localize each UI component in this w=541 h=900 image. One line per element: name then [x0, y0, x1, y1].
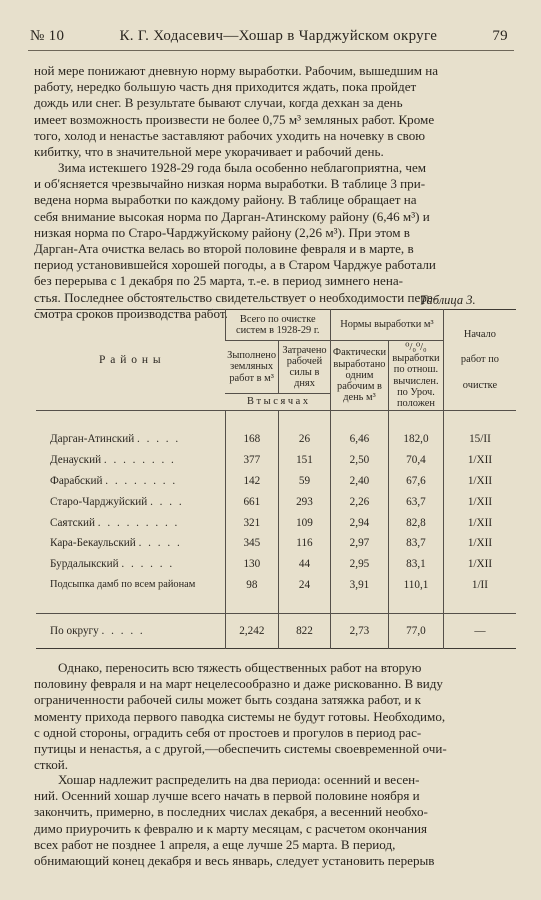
cell-rayon: Кара-Бекаульский . . . . .	[50, 537, 182, 550]
cell-start: 1/XII	[443, 512, 516, 533]
cell-norm: 2,50	[330, 450, 388, 471]
cell-volume: 661	[225, 491, 278, 512]
text-line: Зима истекшего 1928-29 года была особенно неблагоприятна, чем	[58, 160, 427, 175]
cell-volume: 377	[225, 450, 278, 471]
cell-start: 1/II	[443, 575, 516, 596]
cell-days: 293	[279, 491, 331, 512]
cell-percent: 67,6	[389, 471, 444, 492]
header-volume: Зыполнено земляных работ в м³	[227, 350, 277, 384]
text-line: сткой.	[34, 757, 69, 773]
text-line: ной мере понижают дневную норму выработки. Рабочим, вышедшим на	[34, 63, 439, 78]
paragraph-1	[34, 63, 516, 160]
cell-start: 1/XII	[443, 533, 516, 554]
text-line: без перерыва с 1 декабря по 25 марта, т.-е. в период зимнего нена-	[34, 273, 404, 289]
header-start: Начало работ по очистке	[443, 310, 516, 411]
cell-days: 24	[279, 575, 331, 596]
header-rule	[28, 50, 514, 51]
cell-volume: 321	[225, 512, 278, 533]
cell-days: 822	[279, 614, 331, 649]
cell-norm: 2,95	[330, 554, 388, 575]
cell-percent: 83,7	[389, 533, 444, 554]
cell-rayon: Дарган-Атинский . . . . .	[50, 433, 181, 446]
cell-start: 1/XII	[443, 491, 516, 512]
text-line: половину февраля и на март нецелесообразно и даже рискованно. В виду	[34, 676, 443, 692]
paragraph-3	[34, 660, 516, 773]
text-line: обнимающий конец декабря и весь январь, следует установить перерыв	[34, 853, 435, 869]
text-line: работу, нередко большую часть дня приходится ждать, пока пройдет	[34, 79, 417, 95]
data-table	[36, 309, 516, 649]
cell-percent: 77,0	[389, 614, 444, 649]
total-name: По округу . . . . .	[36, 614, 225, 649]
cell-days: 59	[279, 471, 331, 492]
table-row	[36, 512, 516, 533]
cell-start: —	[443, 614, 516, 649]
table-row	[36, 471, 516, 492]
text-line: путицы и ненастья, а с другой,—обеспечить системы своевременной очи-	[34, 741, 447, 757]
cell-percent: 82,8	[389, 512, 444, 533]
header-group-norms: Нормы выработки м³	[330, 310, 443, 341]
cell-norm: 2,73	[330, 614, 388, 649]
cell-volume: 142	[225, 471, 278, 492]
cell-percent: 70,4	[389, 450, 444, 471]
cell-rayon: Саятский . . . . . . . . .	[50, 516, 180, 529]
cell-percent: 63,7	[389, 491, 444, 512]
text-line: ведена норма выработки по каждому району. В таблице обращает на	[34, 192, 417, 208]
cell-norm: 2,94	[330, 512, 388, 533]
table-row	[36, 491, 516, 512]
cell-norm: 3,91	[330, 575, 388, 596]
cell-volume: 168	[225, 429, 278, 450]
cell-norm: 2,26	[330, 491, 388, 512]
text-line: ний. Осенний хошар лучше всего начать в первой половине ноября и	[34, 788, 420, 804]
header-percent: ⁰/₀⁰/₀ выработки по отнош. вычислен. по Уроч. положен	[389, 341, 444, 411]
running-title: К. Г. Ходасевич—Хошар в Чарджуйском округе	[119, 28, 438, 44]
header-unit: В т ы с я ч а х	[225, 394, 330, 411]
text-line: с одной стороны, оградить себя от простоев и прогулов в период рас-	[34, 724, 422, 740]
cell-start: 1/XII	[443, 450, 516, 471]
cell-volume: 98	[225, 575, 278, 596]
text-line: имеет возможность произвести не более 0,75 м³ земляных работ. Кроме	[34, 111, 435, 127]
paragraph-4	[34, 772, 516, 869]
cell-rayon: Подсыпка дамб по всем районам	[50, 578, 196, 590]
cell-norm: 2,40	[330, 471, 388, 492]
text-line: Хошар надлежит распределить на два периода: осенний и весен-	[58, 772, 420, 787]
page-number: 79	[492, 28, 508, 44]
cell-days: 26	[279, 429, 331, 450]
running-header	[30, 28, 508, 45]
text-line: период установившейся хорошей погоды, а в Старом Чарджуе работали	[34, 257, 436, 273]
text-line: димо приурочить к февралю и к марту месяцам, с расчетом окончания	[34, 820, 427, 836]
cell-rayon: Бурдалыкский . . . . . .	[50, 558, 175, 571]
table-row	[36, 450, 516, 471]
text-line: Однако, переносить всю тяжесть общественных работ на вторую	[58, 660, 422, 675]
table-row	[36, 554, 516, 575]
issue-number: № 10	[30, 28, 65, 44]
cell-rayon: Фарабский . . . . . . . .	[50, 474, 178, 487]
cell-rayon: Денауский . . . . . . . .	[50, 454, 176, 467]
text-line: моменту прихода первого паводка системы не будут готовы. Необходимо,	[34, 708, 446, 724]
text-line: Дарган-Ата очистка велась во второй половине февраля и в марте, в	[34, 241, 414, 257]
cell-start: 1/XII	[443, 471, 516, 492]
table-row	[36, 533, 516, 554]
cell-start: 1/XII	[443, 554, 516, 575]
cell-volume: 2,242	[225, 614, 278, 649]
text-line: дождь или снег. В результате бывают случаи, когда дехкан за день	[34, 95, 403, 111]
header-group-total: Всего по очистке систем в 1928-29 г.	[225, 310, 330, 341]
text-line: кибитку, что в значительной мере укорачивает и рабочий день.	[34, 144, 384, 160]
table-row	[36, 575, 516, 596]
cell-start: 15/II	[443, 429, 516, 450]
cell-days: 109	[279, 512, 331, 533]
table-caption: Таблица 3.	[420, 293, 476, 307]
text-line: всех работ не позднее 1 апреля, а еще лучше 25 марта. В период,	[34, 836, 396, 852]
text-line: того, холод и ненастье заставляют рабочих уходить на ночевку в свою	[34, 127, 426, 143]
cell-percent: 83,1	[389, 554, 444, 575]
text-line: смотра сроков производства работ.	[34, 305, 228, 321]
cell-volume: 130	[225, 554, 278, 575]
cell-days: 151	[279, 450, 331, 471]
header-workdays: Затрачено рабочей силы в днях	[279, 341, 331, 394]
table-row	[36, 429, 516, 450]
text-line: и об'ясняется чрезвычайно низкая норма выработки. В таблице 3 при-	[34, 176, 426, 192]
cell-percent: 110,1	[389, 575, 444, 596]
header-rayony: Р а й о н ы	[36, 310, 225, 411]
cell-rayon: Старо-Чарджуйский . . . .	[50, 495, 184, 508]
table-total-row	[36, 614, 516, 649]
header-actual-norm: Фактически выработано одним рабочим в день м³	[330, 341, 388, 411]
text-line: стья. Последнее обстоятельство свидетельствует о необходимости пере-	[34, 289, 438, 305]
cell-norm: 6,46	[330, 429, 388, 450]
cell-days: 116	[279, 533, 331, 554]
cell-percent: 182,0	[389, 429, 444, 450]
text-line: закончить, примерно, в последних числах декабря, а весенний необхо-	[34, 804, 428, 820]
cell-days: 44	[279, 554, 331, 575]
text-line: низкая норма по Старо-Чарджуйскому району (2,26 м³). При этом в	[34, 224, 410, 240]
cell-norm: 2,97	[330, 533, 388, 554]
text-line: себя внимание высокая норма по Дарган-Атинскому району (6,46 м³) и	[34, 208, 430, 224]
cell-volume: 345	[225, 533, 278, 554]
text-line: ограниченности рабочей силы может быть создана затяжка работ, и к	[34, 692, 422, 708]
